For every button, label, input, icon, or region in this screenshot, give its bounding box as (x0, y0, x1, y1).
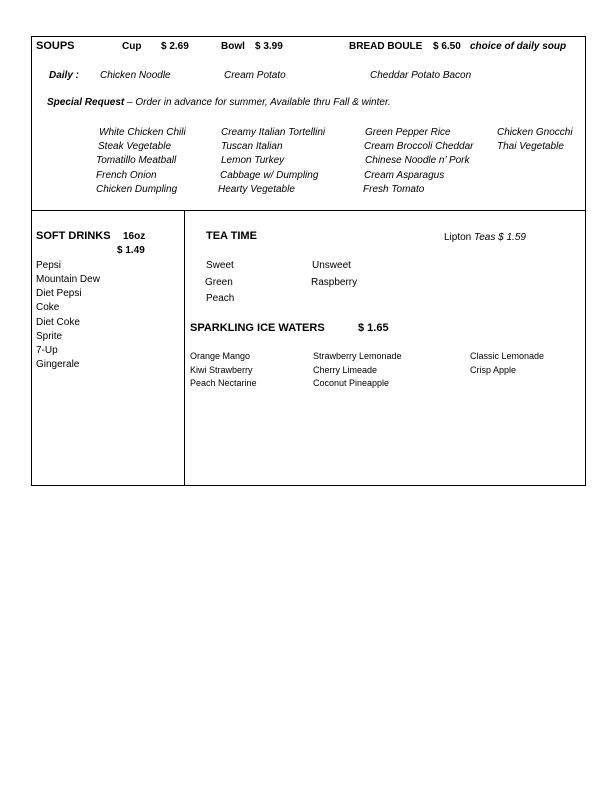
soft-drink-item: Coke (36, 302, 60, 313)
special-soup-item: French Onion (96, 170, 157, 181)
special-request-text: – Order in advance for summer, Available thru Fall & winter. (124, 97, 391, 108)
sparkling-flavor-item: Crisp Apple (470, 365, 517, 375)
special-soup-item: Tomatillo Meatball (96, 155, 177, 166)
special-soup-item: Hearty Vegetable (218, 184, 295, 195)
special-soup-item: Tuscan Italian (221, 141, 283, 152)
daily-label: Daily : (49, 70, 80, 81)
soft-drink-item: Diet Coke (36, 317, 80, 328)
soft-drink-item: Diet Pepsi (36, 288, 82, 299)
tea-price-line (444, 233, 526, 243)
soft-drinks-title: SOFT DRINKS (36, 230, 111, 242)
special-soup-item: Thai Vegetable (497, 141, 564, 152)
drinks-column-divider (184, 210, 185, 486)
tea-flavor-item: Sweet (206, 260, 234, 271)
bread-boule-note: choice of daily soup (470, 41, 567, 52)
teas-label: Teas (474, 232, 496, 243)
menu-border-right (585, 36, 586, 486)
sparkling-flavor-item: Strawberry Lemonade (313, 351, 402, 361)
cup-label: Cup (122, 41, 142, 52)
sparkling-flavor-item: Coconut Pineapple (313, 378, 390, 388)
bowl-label: Bowl (221, 41, 245, 52)
soft-drink-item: 7-Up (36, 345, 58, 356)
menu-border-bottom (31, 485, 586, 486)
special-soup-item: White Chicken Chili (99, 127, 186, 138)
sparkling-flavor-item: Cherry Limeade (313, 365, 378, 375)
bread-boule-price: $ 6.50 (433, 41, 461, 52)
special-soup-item: Fresh Tomato (363, 184, 425, 195)
menu-border-left (31, 36, 32, 486)
sparkling-flavor-item: Peach Nectarine (190, 378, 257, 388)
menu-border-top (31, 36, 586, 37)
soft-drinks-price: $ 1.49 (117, 245, 145, 256)
soft-drinks-size: 16oz (123, 231, 146, 242)
special-request-label: Special Request (47, 97, 125, 108)
sparkling-title: SPARKLING ICE WATERS (190, 322, 325, 334)
soft-drink-item: Gingerale (36, 359, 80, 370)
special-soup-item: Chicken Dumpling (96, 184, 178, 195)
special-soup-item: Steak Vegetable (98, 141, 172, 152)
soft-drink-item: Mountain Dew (36, 274, 100, 285)
special-soup-item: Creamy Italian Tortellini (221, 127, 326, 138)
sparkling-flavor-item: Orange Mango (190, 351, 251, 361)
sparkling-price: $ 1.65 (358, 322, 389, 334)
bowl-price: $ 3.99 (255, 41, 283, 52)
daily-soup-item: Chicken Noodle (100, 70, 171, 81)
tea-flavor-item: Peach (206, 293, 235, 304)
special-soup-item: Chinese Noodle n’ Pork (365, 155, 470, 166)
soups-title: SOUPS (36, 40, 75, 52)
special-request-line (47, 98, 391, 108)
tea-flavor-item: Unsweet (312, 260, 351, 271)
tea-price: $ 1.59 (498, 232, 526, 243)
special-soup-item: Green Pepper Rice (365, 127, 451, 138)
special-soup-item: Cabbage w/ Dumpling (220, 170, 319, 181)
special-soup-item: Cream Asparagus (364, 170, 445, 181)
bread-boule-label: BREAD BOULE (349, 41, 423, 52)
tea-flavor-item: Green (205, 277, 233, 288)
soft-drink-item: Sprite (36, 331, 63, 342)
lipton-label: Lipton (444, 232, 472, 243)
daily-soup-item: Cream Potato (224, 70, 286, 81)
tea-flavor-item: Raspberry (311, 277, 358, 288)
special-soup-item: Lemon Turkey (221, 155, 285, 166)
sparkling-flavor-item: Kiwi Strawberry (190, 365, 253, 375)
cup-price: $ 2.69 (161, 41, 189, 52)
soups-section-divider (31, 210, 586, 211)
tea-time-title: TEA TIME (206, 230, 257, 242)
special-soup-item: Cream Broccoli Cheddar (364, 141, 474, 152)
soft-drink-item: Pepsi (36, 260, 62, 271)
daily-soup-item: Cheddar Potato Bacon (370, 70, 472, 81)
special-soup-item: Chicken Gnocchi (497, 127, 573, 138)
sparkling-flavor-item: Classic Lemonade (470, 351, 545, 361)
